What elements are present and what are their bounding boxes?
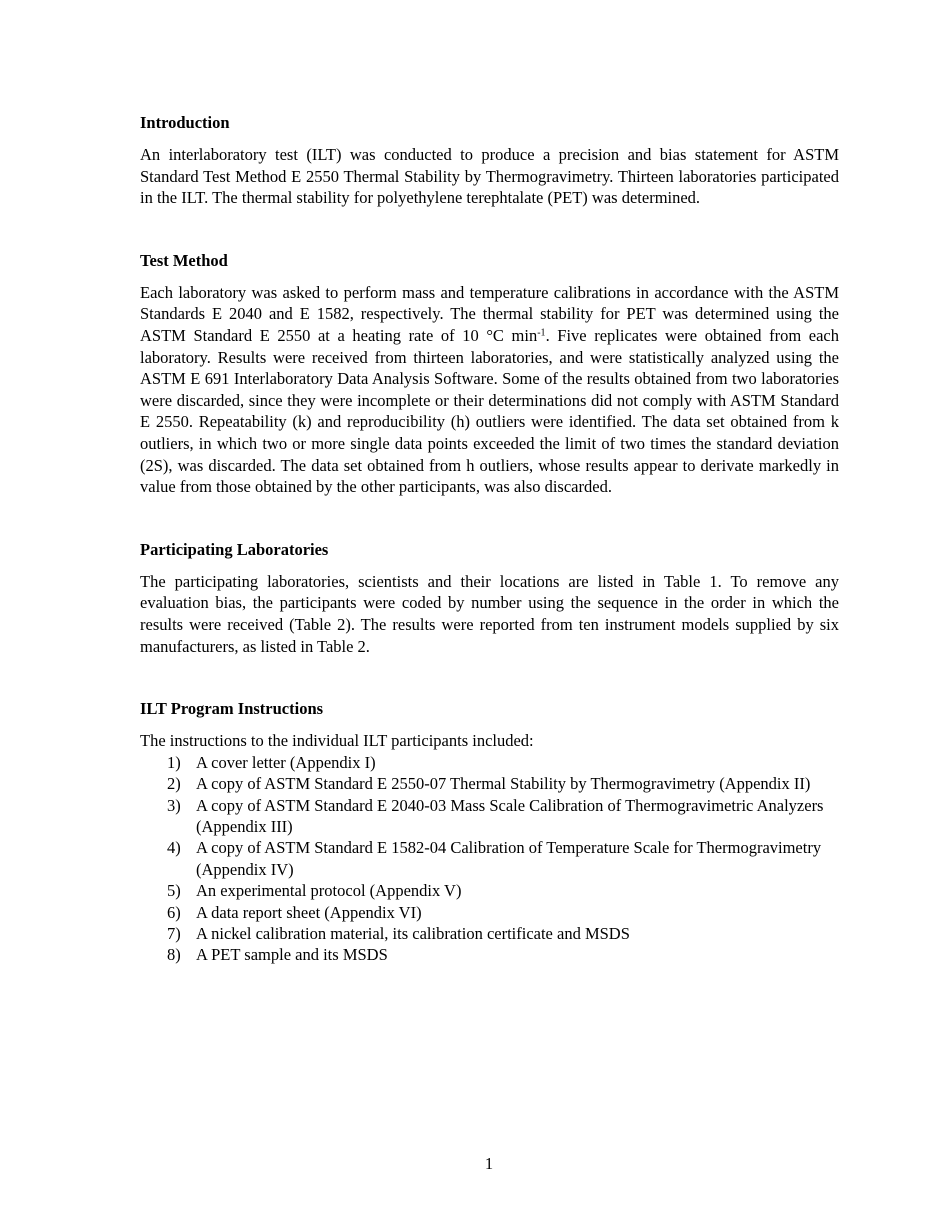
- superscript-exponent: -1: [537, 327, 546, 339]
- list-item: [140, 902, 839, 923]
- list-item-text: A data report sheet (Appendix VI): [196, 902, 422, 922]
- list-item: [140, 773, 839, 794]
- list-item-number: 5): [167, 881, 181, 901]
- list-item-text: A cover letter (Appendix I): [196, 752, 376, 772]
- section-heading: Introduction: [140, 113, 230, 132]
- section-paragraph: An interlaboratory test (ILT) was conducted to produce a precision and bias statement for ASTM Standard Test Method E 2550 Thermal Stability by Thermogravimetry. Thirteen laboratories participated in the ILT. The thermal stability for polyethylene terephtalate (PET) was determined.: [140, 145, 839, 208]
- paragraph-text: . Five replicates were obtained from each laboratory. Results were received from thirteen laboratories, and were statistically analyzed using the ASTM E 691 Interlaboratory Data Analysis Software. Some of the results obtained from two laboratories were discarded, since they were incomplete or their determinations did not comply with ASTM Standard E 2550. Repeatability (k) and reproducibility (h) outliers were identified. The data set obtained from k outliers, in which two or more single data points exceeded the limit of two times the standard deviation (2S), was discarded. The data set obtained from h outliers, whose results appear to derivate markedly in value from those obtained by the other participants, was also discarded.: [140, 325, 839, 497]
- document-page: [140, 112, 839, 1007]
- list-item: [140, 944, 839, 965]
- list-item: [140, 837, 839, 880]
- list-item-text: A nickel calibration material, its calibration certificate and MSDS: [196, 923, 630, 943]
- page-number: 1: [484, 1154, 494, 1173]
- list-item: [140, 752, 839, 773]
- list-item-number: 2): [167, 774, 181, 794]
- list-item-text: An experimental protocol (Appendix V): [196, 881, 462, 901]
- section-introduction: [140, 112, 839, 209]
- section-test-method: [140, 250, 839, 498]
- section-heading: ILT Program Instructions: [140, 699, 324, 719]
- list-item: [140, 880, 839, 901]
- paragraph-text: Each laboratory was asked to perform mass and temperature calibrations in accordance with the ASTM Standards E 2040 and E 1582, respectively. The thermal stability for PET was determined using the ASTM Standard E 2550 at a heating rate of 10 °C min: [140, 282, 839, 345]
- list-item-text: A copy of ASTM Standard E 1582-04 Calibration of Temperature Scale for Thermogravimetry (Appendix IV): [196, 838, 822, 879]
- list-item-text: A PET sample and its MSDS: [196, 945, 388, 965]
- list-item-number: 8): [167, 945, 181, 965]
- section-heading: Participating Laboratories: [140, 539, 329, 559]
- list-item-number: 7): [167, 923, 181, 943]
- list-item-number: 4): [167, 838, 181, 858]
- section-heading: Test Method: [140, 250, 228, 270]
- section-paragraph: The participating laboratories, scientists and their locations are listed in Table 1. To remove any evaluation bias, the participants were coded by number using the sequence in the order in which the results were received (Table 2). The results were reported from ten instrument models supplied by six manufacturers, as listed in Table 2.: [140, 571, 839, 656]
- list-item-text: A copy of ASTM Standard E 2040-03 Mass Scale Calibration of Thermogravimetric Analyzers (Appendix III): [196, 795, 824, 836]
- section-participating-laboratories: [140, 539, 839, 657]
- list-item-number: 6): [167, 902, 181, 922]
- section-paragraph: [140, 282, 839, 498]
- list-item: [140, 923, 839, 944]
- list-item: [140, 795, 839, 838]
- list-item-number: 1): [167, 752, 181, 772]
- list-intro: The instructions to the individual ILT participants included:: [140, 731, 534, 751]
- section-ilt-program-instructions: [140, 698, 839, 966]
- list-item-number: 3): [167, 795, 181, 815]
- instruction-list: [140, 752, 839, 966]
- list-item-text: A copy of ASTM Standard E 2550-07 Thermal Stability by Thermogravimetry (Appendix II): [196, 774, 811, 794]
